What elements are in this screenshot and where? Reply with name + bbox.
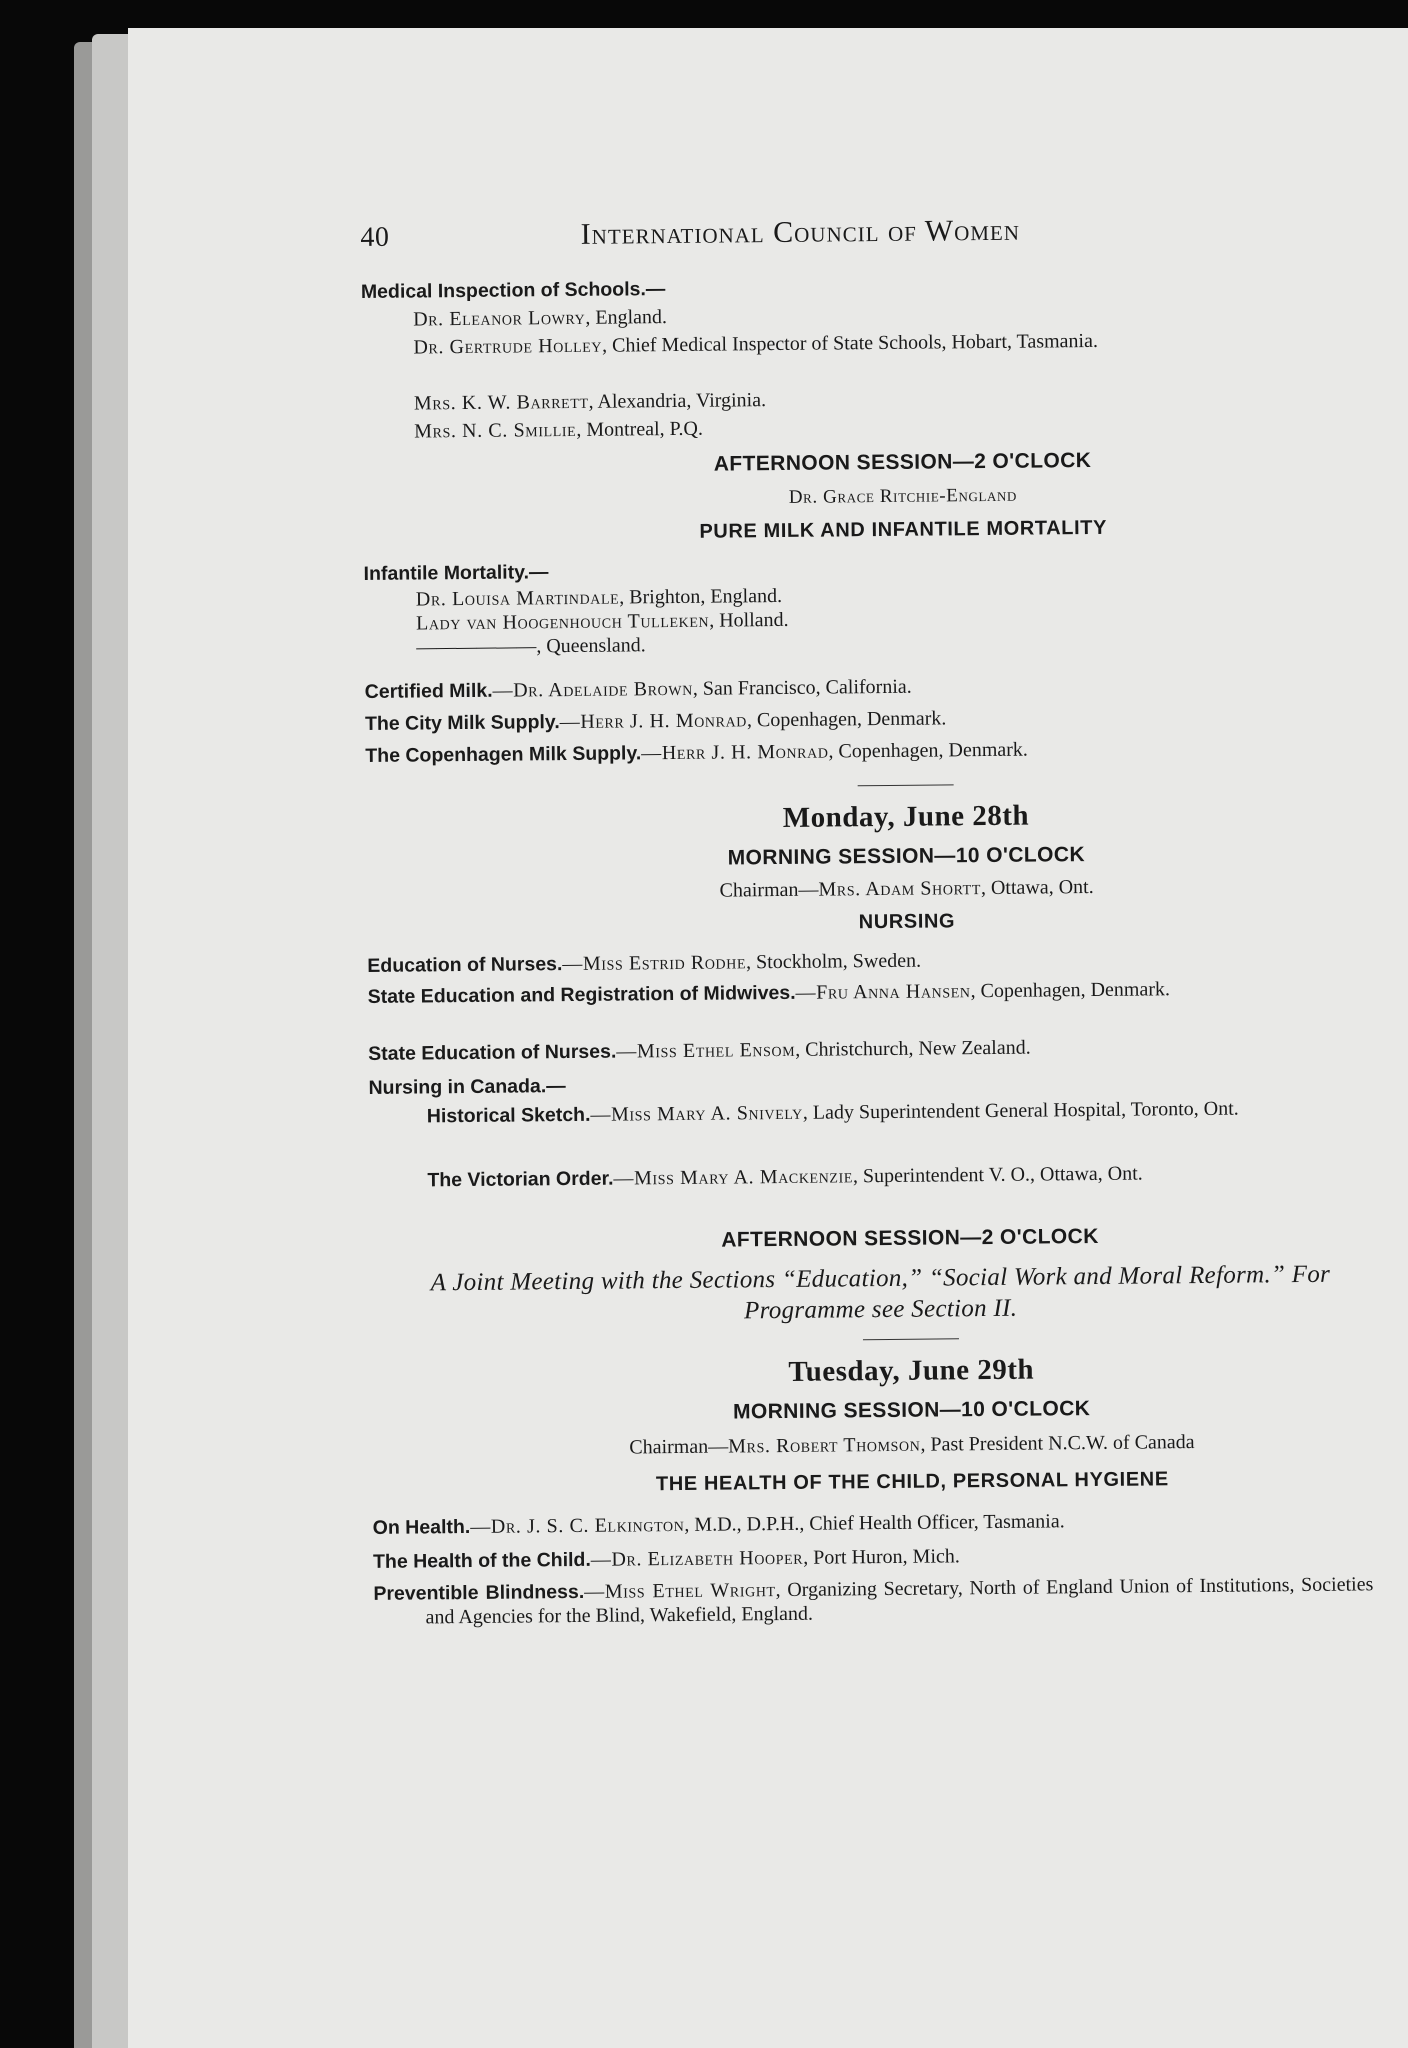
divider-rule [366, 780, 1406, 791]
speaker-entry: Dr. Louisa Martindale, Brighton, England. [415, 584, 783, 611]
health-item: Preventible Blindness.—Miss Ethel Wright, Organizing Secretary, North of England Union of Institutions, Societies and Agencies for the Blind, Wakefield, England. [373, 1573, 1374, 1629]
speaker-entry: Mrs. K. W. Barrett, Alexandria, Virginia. [413, 389, 767, 415]
nursing-canada-heading: Nursing in Canada.— [368, 1075, 566, 1099]
speaker-entry: ——————, Queensland. [416, 634, 646, 659]
session-chair: Dr. Grace Ritchie-England [788, 484, 1018, 508]
milk-item: The City Milk Supply.—Herr J. H. Monrad, Copenhagen, Denmark. [364, 707, 947, 735]
milk-item: Certified Milk.—Dr. Adelaide Brown, San Francisco, California. [364, 675, 912, 703]
speaker-entry: Lady van Hoogenhouch Tulleken, Holland. [415, 608, 789, 635]
medical-inspection-heading: Medical Inspection of Schools.— [360, 278, 666, 303]
day-heading: Monday, June 28th [782, 799, 1030, 834]
infantile-heading: Infantile Mortality.— [363, 561, 549, 585]
topic-heading: PURE MILK AND INFANTILE MORTALITY [699, 516, 1108, 543]
joint-meeting-note: A Joint Meeting with the Sections “Education,” “Social Work and Moral Reform.” For Programme see Section II. [430, 1260, 1331, 1325]
milk-item: The Copenhagen Milk Supply.—Herr J. H. Monrad, Copenhagen, Denmark. [365, 738, 1028, 767]
session-chair: Chairman—Mrs. Adam Shortt, Ottawa, Ont. [719, 875, 1094, 902]
page-number: 40 [360, 221, 390, 253]
session-heading: AFTERNOON SESSION—2 O'CLOCK [721, 1224, 1099, 1252]
running-title: International Council of Women [580, 213, 1021, 251]
running-head [360, 210, 1360, 268]
nursing-item: Education of Nurses.—Miss Estrid Rodhe, Stockholm, Sweden. [367, 949, 922, 977]
nursing-item: State Education of Nurses.—Miss Ethel Ensom, Christchurch, New Zealand. [368, 1036, 1031, 1065]
session-heading: AFTERNOON SESSION—2 O'CLOCK [713, 448, 1092, 476]
session-chair: Chairman—Mrs. Robert Thomson, Past President N.C.W. of Canada [629, 1431, 1195, 1459]
book-page [128, 28, 1408, 2048]
session-heading: MORNING SESSION—10 O'CLOCK [727, 843, 1086, 870]
speaker-entry: Dr. Eleanor Lowry, England. [413, 306, 668, 331]
health-item: The Health of the Child.—Dr. Elizabeth Hooper, Port Huron, Mich. [372, 1545, 960, 1573]
divider-rule [371, 1334, 1408, 1345]
nursing-canada-item: Historical Sketch.—Miss Mary A. Snively, Lady Superintendent General Hospital, Toronto, Ont. [426, 1097, 1239, 1128]
nursing-canada-item: The Victorian Order.—Miss Mary A. Mackenzie, Superintendent V. O., Ottawa, Ont. [427, 1162, 1143, 1192]
speaker-entry: Mrs. N. C. Smillie, Montreal, P.Q. [414, 417, 704, 443]
topic-heading: THE HEALTH OF THE CHILD, PERSONAL HYGIENE [655, 1468, 1169, 1496]
topic-heading: NURSING [858, 910, 956, 934]
speaker-entry: Dr. Gertrude Holley, Chief Medical Inspector of State Schools, Hobart, Tasmania. [413, 329, 1099, 359]
page-content [360, 190, 1374, 1629]
session-heading: MORNING SESSION—10 O'CLOCK [732, 1397, 1091, 1424]
day-heading: Tuesday, June 29th [788, 1353, 1035, 1388]
health-item: On Health.—Dr. J. S. C. Elkington, M.D., D.P.H., Chief Health Officer, Tasmania. [372, 1510, 1065, 1539]
nursing-item: State Education and Registration of Midwives.—Fru Anna Hansen, Copenhagen, Denmark. [367, 978, 1171, 1008]
